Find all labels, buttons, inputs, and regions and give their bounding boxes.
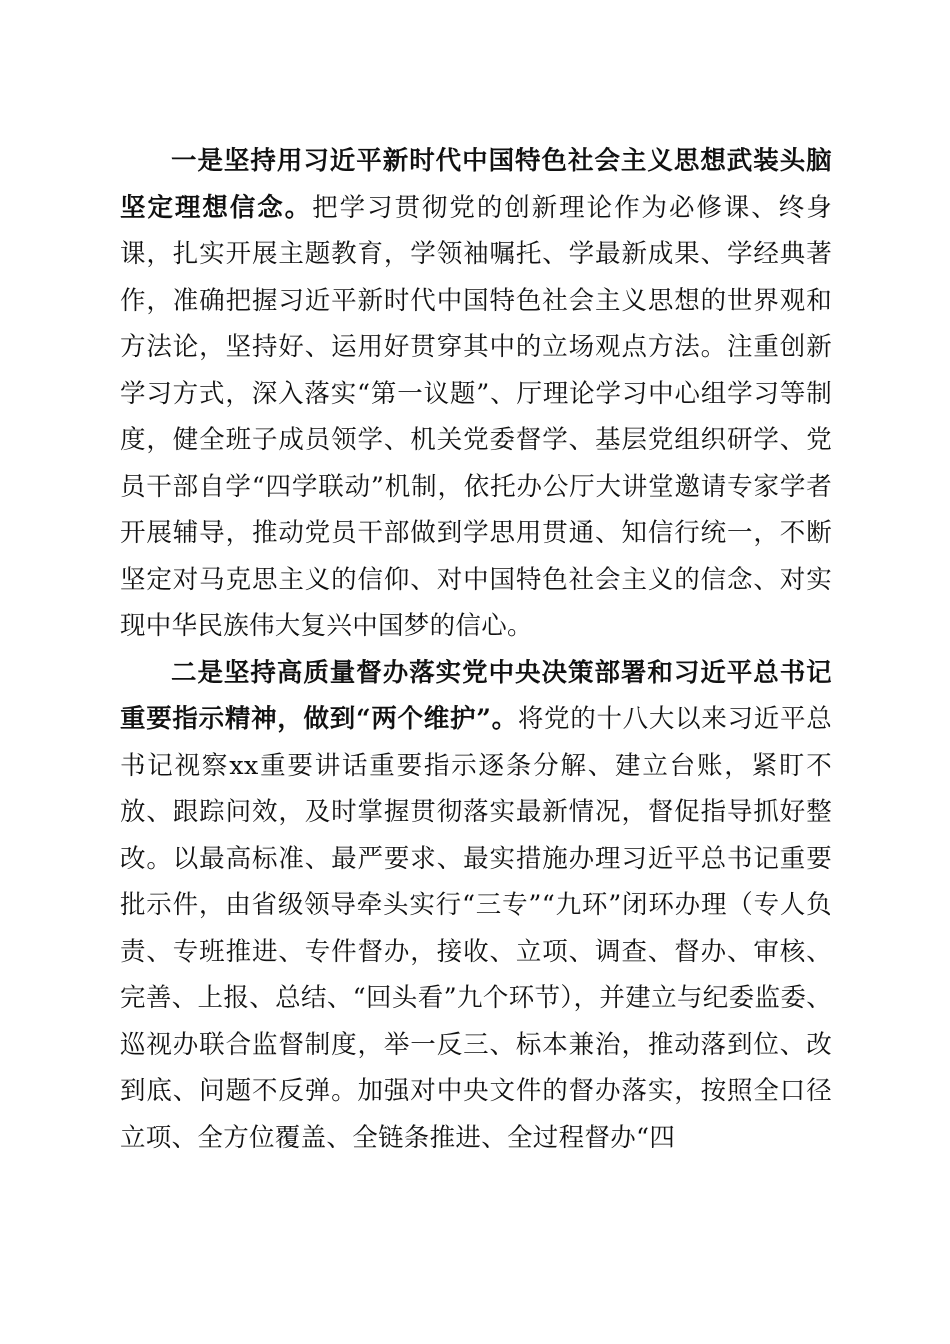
paragraph-1 [120, 138, 832, 650]
document-page [120, 138, 832, 1161]
paragraph-1-body: 把学习贯彻党的创新理论作为必修课、终身课，扎实开展主题教育，学领袖嘱托、学最新成果、学经典著作，准确把握习近平新时代中国特色社会主义思想的世界观和方法论，坚持好、运用好贯穿其中的立场观点方法。注重创新学习方式，深入落实“第一议题”、厅理论学习中心组学习等制度，健全班子成员领学、机关党委督学、基层党组织研学、党员干部自学“四学联动”机制，依托办公厅大讲堂邀请专家学者开展辅导，推动党员干部做到学思用贯通、知信行统一，不断坚定对马克思主义的信仰、对中国特色社会主义的信念、对实现中华民族伟大复兴中国梦的信心。 [120, 192, 832, 641]
paragraph-2-body: 将党的十八大以来习近平总书记视察xx重要讲话重要指示逐条分解、建立台账，紧盯不放、跟踪问效，及时掌握贯彻落实最新情况，督促指导抓好整改。以最高标准、最严要求、最实措施办理习近平总书记重要批示件，由省级领导牵头实行“三专”“九环”闭环办理（专人负责、专班推进、专件督办，接收、立项、调查、督办、审核、完善、上报、总结、“回头看”九个环节），并建立与纪委监委、巡视办联合监督制度，举一反三、标本兼治，推动落到位、改到底、问题不反弹。加强对中央文件的督办落实，按照全口径立项、全方位覆盖、全链条推进、全过程督办“四 [120, 704, 832, 1153]
paragraph-2-lead: 二是坚持高质量督办落实党中央决策部署和习近平总书记重要指示精神，做到“两个维护”。 [120, 657, 832, 734]
paragraph-1-lead: 一是坚持用习近平新时代中国特色社会主义思想武装头脑坚定理想信念。 [120, 146, 832, 223]
paragraph-2 [120, 650, 832, 1162]
